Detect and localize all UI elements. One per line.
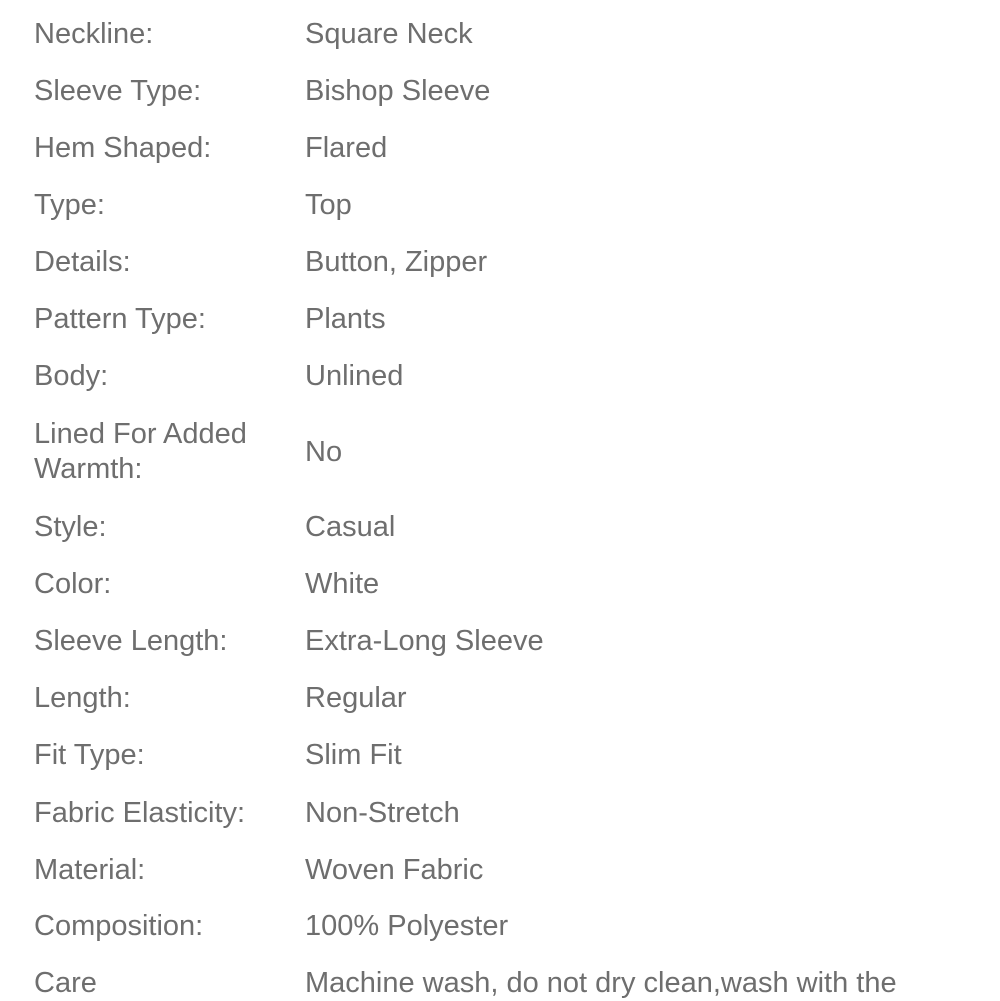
spec-label: Color:	[34, 568, 112, 600]
spec-label: Pattern Type:	[34, 303, 206, 335]
spec-label: Fabric Elasticity:	[34, 797, 246, 829]
spec-value: White	[305, 568, 380, 600]
spec-label: Sleeve Length:	[34, 625, 228, 657]
spec-label: Body:	[34, 360, 109, 392]
spec-label: Style:	[34, 511, 107, 543]
spec-value: Unlined	[305, 360, 404, 392]
spec-label: Neckline:	[34, 18, 154, 50]
spec-row-style	[0, 510, 1000, 545]
spec-value: Square Neck	[305, 18, 473, 50]
spec-value: Slim Fit	[305, 739, 402, 771]
spec-value: Extra-Long Sleeve	[305, 625, 544, 657]
spec-row-pattern-type	[0, 302, 1000, 337]
spec-row-sleeve-length	[0, 624, 1000, 659]
spec-row-care	[0, 966, 1000, 1001]
spec-row-fabric-elasticity	[0, 796, 1000, 831]
spec-row-composition	[0, 909, 1000, 944]
spec-row-body	[0, 359, 1000, 394]
spec-row-lined-for-added-warmth	[0, 417, 1000, 487]
spec-label: Lined For Added Warmth:	[34, 418, 247, 485]
spec-row-material	[0, 853, 1000, 888]
spec-label: Type:	[34, 189, 105, 221]
spec-label: Composition:	[34, 910, 204, 942]
spec-label: Hem Shaped:	[34, 132, 212, 164]
spec-row-color	[0, 567, 1000, 602]
spec-value: 100% Polyester	[305, 910, 509, 942]
spec-value: No	[305, 435, 343, 468]
spec-row-length	[0, 681, 1000, 716]
spec-value: Button, Zipper	[305, 246, 488, 278]
spec-value: Plants	[305, 303, 386, 335]
spec-value: Bishop Sleeve	[305, 75, 491, 107]
spec-value: Non-Stretch	[305, 797, 460, 829]
spec-value: Flared	[305, 132, 388, 164]
spec-value: Woven Fabric	[305, 854, 484, 886]
spec-row-sleeve-type	[0, 74, 1000, 109]
spec-row-neckline	[0, 17, 1000, 52]
spec-row-type	[0, 188, 1000, 223]
spec-label: Sleeve Type:	[34, 75, 202, 107]
spec-row-hem-shaped	[0, 131, 1000, 166]
spec-label: Details:	[34, 246, 131, 278]
spec-value: Machine wash, do not dry clean,wash with the	[305, 967, 897, 999]
spec-row-fit-type	[0, 738, 1000, 773]
spec-value: Top	[305, 189, 352, 221]
spec-label: Fit Type:	[34, 739, 145, 771]
spec-label: Material:	[34, 854, 146, 886]
spec-value: Casual	[305, 511, 396, 543]
spec-label: Care	[34, 967, 97, 999]
spec-value: Regular	[305, 682, 407, 714]
spec-row-details	[0, 245, 1000, 280]
spec-label: Length:	[34, 682, 131, 714]
